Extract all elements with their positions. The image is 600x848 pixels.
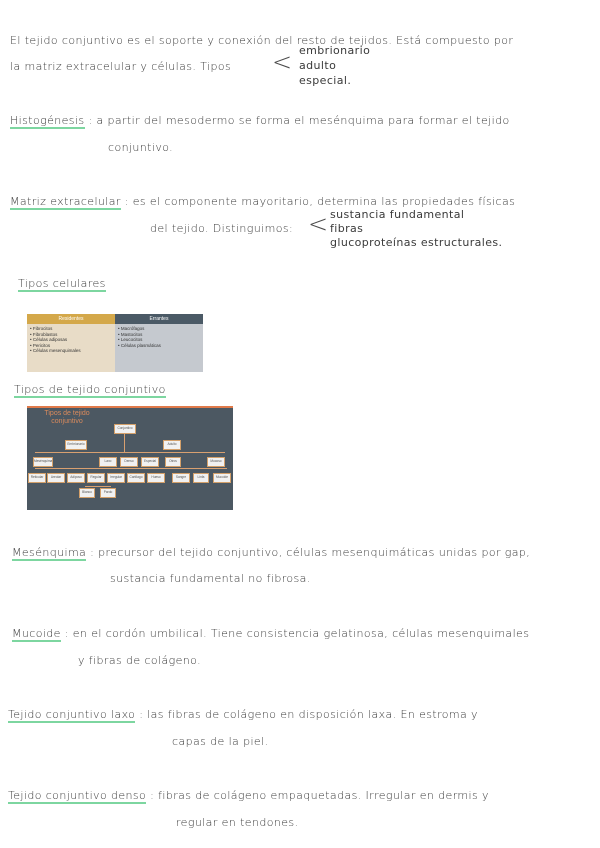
type-especial: especial.	[299, 74, 352, 87]
cell-types-table	[27, 314, 203, 372]
denso-line-2: regular en tendones.	[176, 816, 299, 829]
diagram-node-level3: Adiposo	[67, 473, 85, 483]
diagram-node-level4: Pardo	[100, 488, 116, 498]
diagram-node-level3: Linfa	[193, 473, 209, 483]
histogenesis-term: Histogénesis	[10, 115, 85, 129]
matrix-component-1: sustancia fundamental	[330, 208, 465, 221]
laxo-line-1	[8, 708, 478, 723]
diagram-node-laxo: Laxo	[99, 457, 117, 467]
histogenesis-text: : a partir del mesodermo se forma el mesénquima para formar el tejido	[88, 114, 510, 127]
diagram-node-level4: Blanco	[79, 488, 95, 498]
wandering-cell-item: • Leucocitos	[118, 337, 143, 343]
diagram-node-level3: Sangre	[172, 473, 190, 483]
resident-cell-item: • Células mesenquimales	[30, 348, 81, 354]
type-adulto: adulto	[299, 59, 337, 72]
brace-icon: <	[272, 48, 293, 76]
wandering-cell-item: • Células plasmáticas	[118, 342, 161, 348]
matrix-component-2: fibras	[330, 222, 364, 235]
diagram-node-level3: Irregular	[107, 473, 125, 483]
resident-cell-item: • Células adiposas	[30, 337, 68, 343]
mesenquima-text: : precursor del tejido conjuntivo, células mesenquimáticas unidas por gap,	[90, 546, 531, 559]
connector	[85, 486, 111, 487]
diagram-node-level3: Regular	[87, 473, 105, 483]
denso-line-1	[8, 789, 489, 804]
matrix-term: Matriz extracelular	[10, 196, 121, 210]
diagram-top-bar	[27, 406, 233, 408]
wandering-cells-column	[115, 314, 203, 372]
laxo-text: : las fibras de colágeno en disposición laxa. En estroma y	[139, 708, 478, 721]
mesenquima-line-2: sustancia fundamental no fibrosa.	[110, 572, 311, 585]
diagram-node-otros: Otros	[165, 457, 181, 467]
connector	[35, 468, 227, 469]
diagram-node-level3: Cartílago	[127, 473, 145, 483]
histogenesis-line-1	[10, 114, 510, 129]
brace-icon-2: <	[308, 210, 329, 238]
laxo-term: Tejido conjuntivo laxo	[8, 709, 135, 723]
connector	[35, 452, 225, 453]
diagram-node-mesenquima: Mesénquima	[33, 457, 53, 467]
resident-cell-item: • Pericitos	[30, 342, 51, 348]
diagram-node-denso: Denso	[120, 457, 138, 467]
matrix-text: : es el componente mayoritario, determina las propiedades físicas	[124, 195, 516, 208]
intro-line-2: la matriz extracelular y células. Tipos	[10, 60, 232, 73]
tissue-types-heading-row	[14, 383, 166, 398]
diagram-node-especial: Especial	[141, 457, 159, 467]
connector	[124, 432, 125, 452]
wandering-cells-header: Errantes	[115, 314, 203, 324]
mucoide-text: : en el cordón umbilical. Tiene consistencia gelatinosa, células mesenquimales	[64, 627, 530, 640]
resident-cells-header: Residentes	[27, 314, 115, 324]
matrix-component-3: glucoproteínas estructurales.	[330, 236, 503, 249]
resident-cells-column	[27, 314, 115, 372]
denso-text: : fibras de colágeno empaquetadas. Irregular en dermis y	[150, 789, 489, 802]
diagram-node-level3: Areolar	[47, 473, 65, 483]
diagram-node-adulto: Adulto	[163, 440, 181, 450]
diagram-node-embrionario: Embrionario	[65, 440, 87, 450]
denso-term: Tejido conjuntivo denso	[8, 790, 146, 804]
wandering-cells-list	[115, 324, 203, 350]
type-embrionario: embrionario	[299, 44, 371, 57]
diagram-title: Tipos de tejido conjuntivo	[44, 410, 90, 425]
mucoide-term: Mucoide	[12, 628, 61, 642]
mesenquima-term: Mesénquima	[12, 547, 86, 561]
diagram-node-mucoso: Mucoso	[207, 457, 225, 467]
intro-line-1: El tejido conjuntivo es el soporte y conexión del resto de tejidos. Está compuesto por	[10, 34, 514, 47]
tissue-types-diagram	[27, 406, 233, 510]
wandering-cell-item: • Macrófagos	[118, 326, 145, 331]
diagram-node-root: Conjuntivo	[114, 424, 136, 434]
tissue-types-heading: Tipos de tejido conjuntivo	[14, 384, 166, 398]
resident-cell-item: • Fibrocitos	[30, 326, 53, 331]
cell-types-heading-row	[18, 277, 106, 292]
diagram-node-level3: Hueso	[147, 473, 165, 483]
histogenesis-line-2: conjuntivo.	[108, 141, 174, 154]
mucoide-line-2: y fibras de colágeno.	[78, 654, 202, 667]
matrix-line-2: del tejido. Distinguimos:	[150, 222, 294, 235]
resident-cells-list	[27, 324, 115, 356]
diagram-node-level3: Mucoide	[213, 473, 231, 483]
diagram-node-level3: Reticular	[28, 473, 46, 483]
wandering-cell-item: • Mastocitos	[118, 331, 143, 337]
mucoide-line-1	[12, 627, 529, 642]
resident-cell-item: • Fibroblastos	[30, 331, 58, 337]
cell-types-heading: Tipos celulares	[18, 278, 106, 292]
mesenquima-line-1	[12, 546, 530, 561]
laxo-line-2: capas de la piel.	[172, 735, 269, 748]
